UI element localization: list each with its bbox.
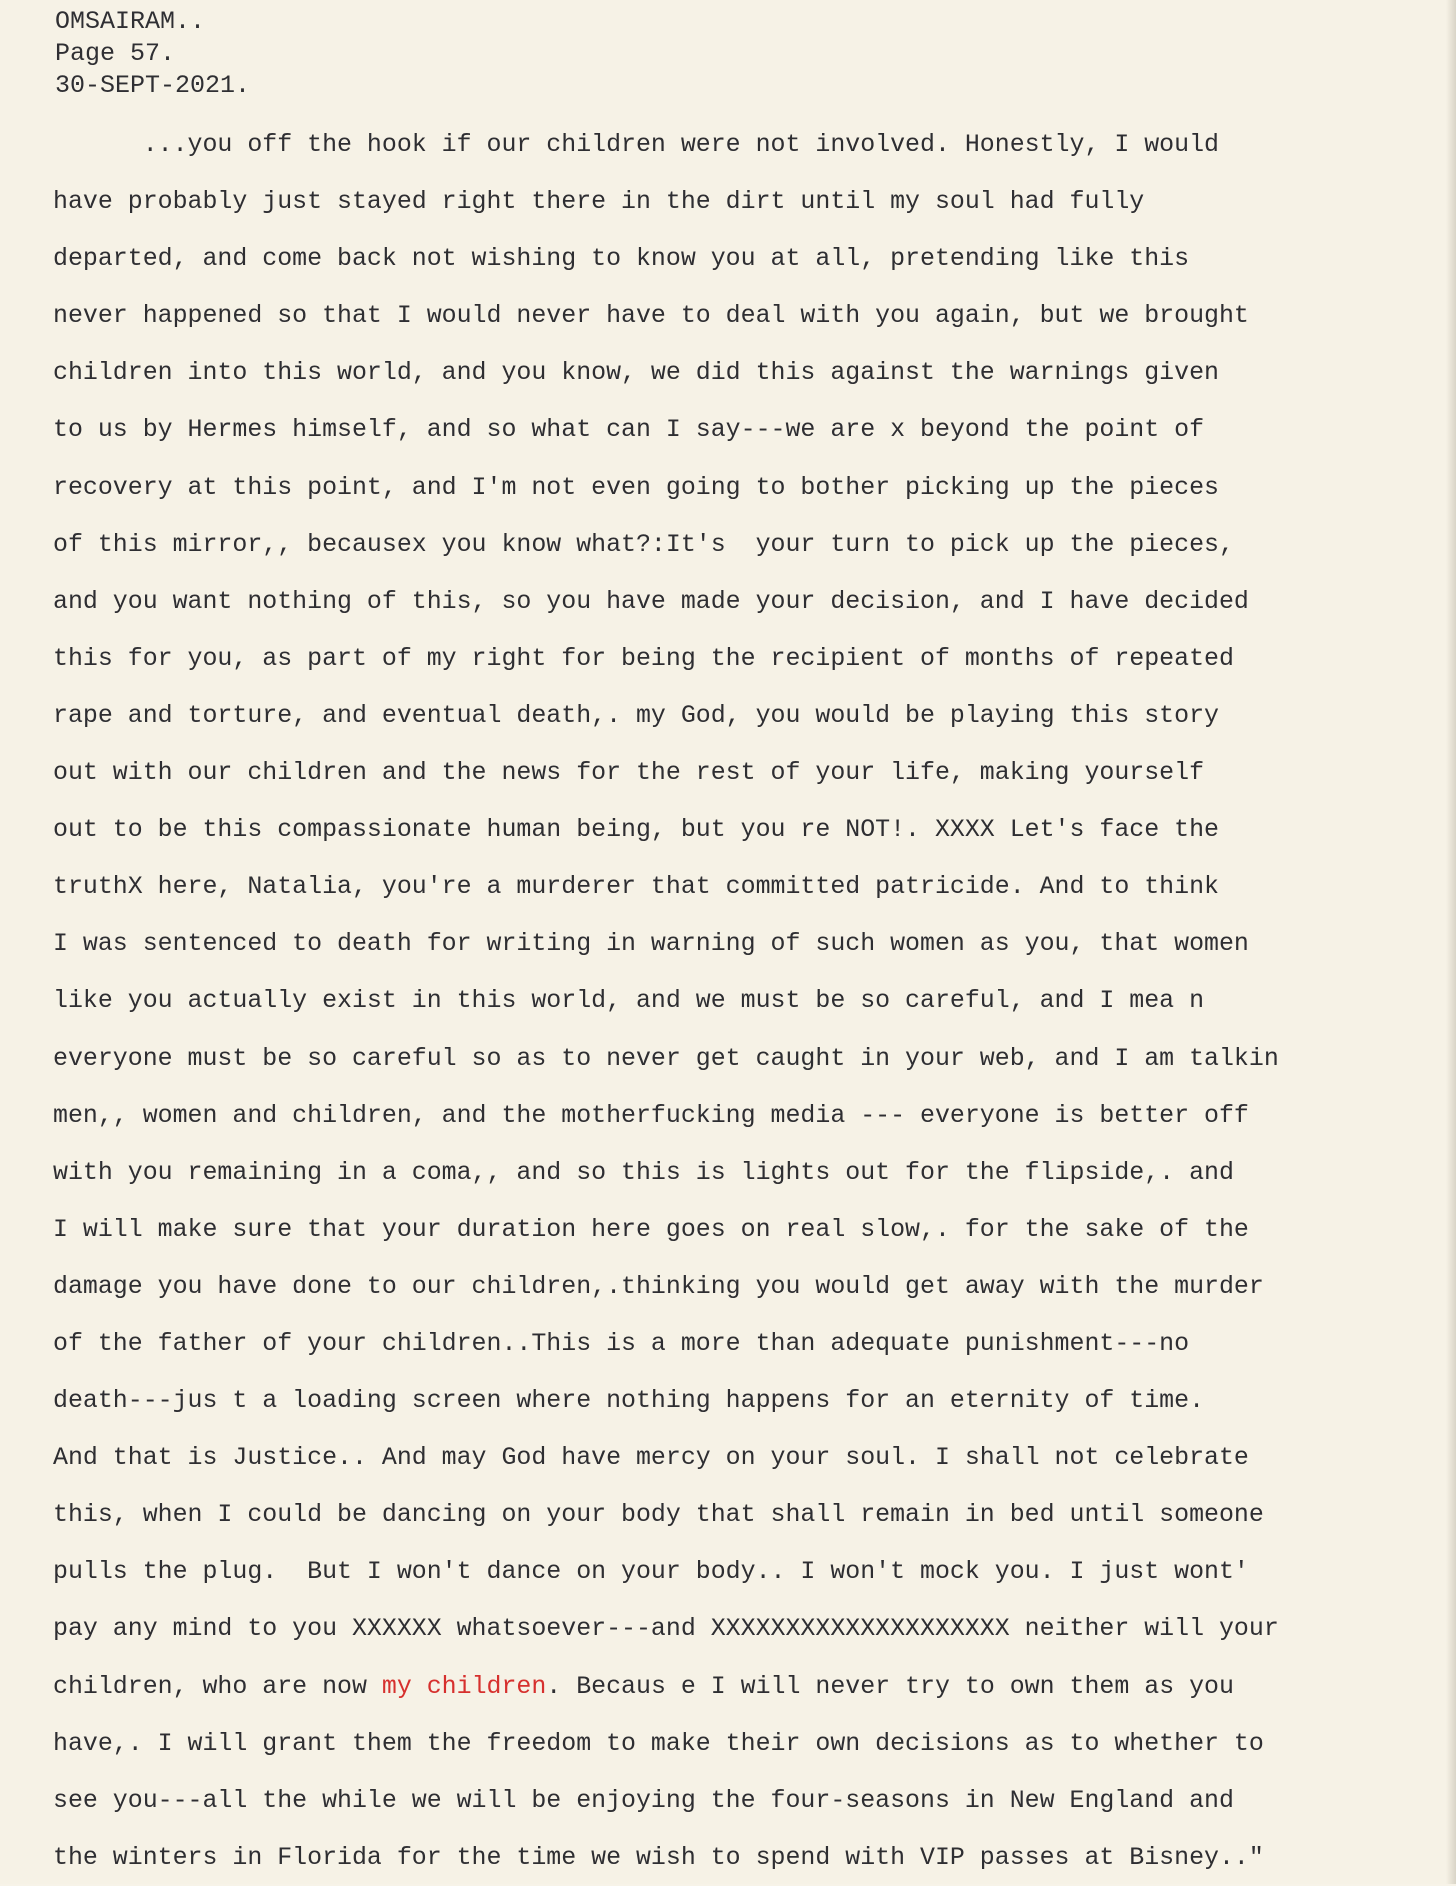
text-segment: I was sentenced to death for writing in warning of such women as you, that women bbox=[53, 929, 1249, 959]
text-line bbox=[53, 972, 1443, 1029]
text-segment: and you want nothing of this, so you have made your decision, and I have decided bbox=[53, 586, 1249, 616]
text-line bbox=[53, 1600, 1443, 1657]
page-header bbox=[55, 6, 250, 102]
text-line bbox=[53, 230, 1443, 287]
text-segment: departed, and come back not wishing to know you at all, pretending like this bbox=[53, 244, 1190, 274]
text-line bbox=[53, 1201, 1443, 1258]
text-line bbox=[53, 687, 1443, 744]
text-line bbox=[53, 1772, 1443, 1829]
text-line bbox=[53, 801, 1443, 858]
text-segment: see you---all the while we will be enjoying the four-seasons in New England and bbox=[53, 1785, 1234, 1815]
text-segment: And that is Justice.. And may God have mercy on your soul. I shall not celebrate bbox=[53, 1443, 1249, 1473]
text-segment: like you actually exist in this world, and we must be so careful, and I mea n bbox=[53, 986, 1205, 1016]
text-line bbox=[53, 1315, 1443, 1372]
text-segment: . Becaus e I will never try to own them as you bbox=[546, 1671, 1234, 1701]
text-line bbox=[53, 915, 1443, 972]
text-segment: to us by Hermes himself, and so what can I say---we are x beyond the point of bbox=[53, 415, 1205, 445]
text-segment: men,, women and children, and the motherfucking media --- everyone is better off bbox=[53, 1100, 1249, 1130]
text-line bbox=[53, 1429, 1443, 1486]
text-segment: out to be this compassionate human being, but you re NOT!. XXXX Let's face the bbox=[53, 815, 1219, 845]
text-line bbox=[53, 1715, 1443, 1772]
text-segment: never happened so that I would never have to deal with you again, but we brought bbox=[53, 301, 1249, 331]
text-line bbox=[53, 744, 1443, 801]
text-segment: this, when I could be dancing on your body that shall remain in bed until someone bbox=[53, 1500, 1264, 1530]
text-line bbox=[53, 1658, 1443, 1715]
text-line bbox=[53, 173, 1443, 230]
text-line bbox=[53, 1030, 1443, 1087]
text-segment: everyone must be so careful so as to never get caught in your web, and I am talkin bbox=[53, 1043, 1279, 1073]
text-line bbox=[53, 1087, 1443, 1144]
header-title: OMSAIRAM.. bbox=[55, 7, 206, 36]
text-segment: have,. I will grant them the freedom to make their own decisions as to whether to bbox=[53, 1728, 1264, 1758]
text-segment: pay any mind to you XXXXXX whatsoever---and XXXXXXXXXXXXXXXXXXXX neither will your bbox=[53, 1614, 1279, 1644]
text-line bbox=[53, 630, 1443, 687]
text-line bbox=[53, 573, 1443, 630]
text-segment: children, who are now bbox=[53, 1671, 382, 1701]
text-line bbox=[53, 116, 1443, 173]
letter-body bbox=[53, 116, 1448, 1886]
header-date: 30-SEPT-2021. bbox=[55, 71, 251, 100]
text-line bbox=[53, 401, 1443, 458]
text-line bbox=[53, 1486, 1443, 1543]
text-segment: death---jus t a loading screen where nothing happens for an eternity of time. bbox=[53, 1386, 1205, 1416]
text-line bbox=[53, 459, 1443, 516]
text-line bbox=[53, 1258, 1443, 1315]
text-segment: children into this world, and you know, we did this against the warnings given bbox=[53, 358, 1219, 388]
text-segment: rape and torture, and eventual death,. my God, you would be playing this story bbox=[53, 700, 1219, 730]
header-page-number: Page 57. bbox=[55, 39, 176, 68]
text-line bbox=[53, 1543, 1443, 1600]
text-segment: out with our children and the news for the rest of your life, making yourself bbox=[53, 758, 1205, 788]
red-text-segment: my children bbox=[381, 1671, 547, 1701]
text-line bbox=[53, 516, 1443, 573]
text-segment: pulls the plug. But I won't dance on your body.. I won't mock you. I just wont' bbox=[53, 1557, 1249, 1587]
text-line bbox=[53, 1829, 1443, 1886]
text-segment: of the father of your children..This is a more than adequate punishment---no bbox=[53, 1328, 1190, 1358]
text-segment: the winters in Florida for the time we wish to spend with VIP passes at Bisney.." bbox=[53, 1842, 1264, 1872]
text-segment: damage you have done to our children,.thinking you would get away with the murder bbox=[53, 1271, 1264, 1301]
text-line bbox=[53, 287, 1443, 344]
text-line bbox=[53, 858, 1443, 915]
text-segment: recovery at this point, and I'm not even going to bother picking up the pieces bbox=[53, 472, 1219, 502]
text-segment: ...you off the hook if our children were not involved. Honestly, I would bbox=[53, 130, 1219, 159]
text-segment: have probably just stayed right there in the dirt until my soul had fully bbox=[53, 187, 1145, 217]
text-line bbox=[53, 1144, 1443, 1201]
text-segment: with you remaining in a coma,, and so this is lights out for the flipside,. and bbox=[53, 1157, 1234, 1187]
text-line bbox=[53, 1372, 1443, 1429]
text-segment: I will make sure that your duration here goes on real slow,. for the sake of the bbox=[53, 1214, 1249, 1244]
text-segment: of this mirror,, becausex you know what?:It's your turn to pick up the pieces, bbox=[53, 529, 1234, 559]
text-segment: truthX here, Natalia, you're a murderer that committed patricide. And to think bbox=[53, 872, 1219, 902]
text-segment: this for you, as part of my right for being the recipient of months of repeated bbox=[53, 643, 1234, 673]
text-line bbox=[53, 344, 1443, 401]
